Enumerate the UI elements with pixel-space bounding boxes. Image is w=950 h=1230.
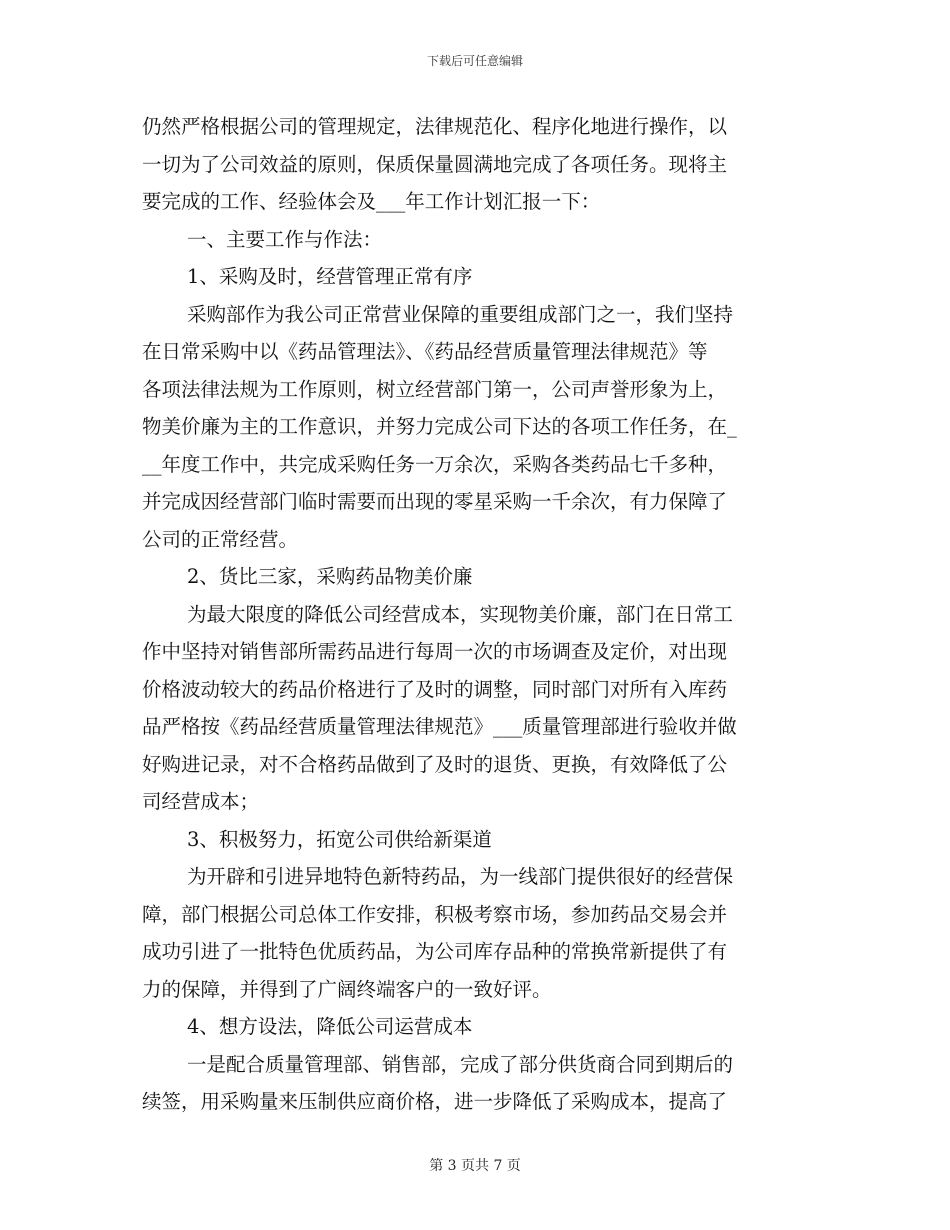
text-line: 仍然严格根据公司的管理规定，法律规范化、程序化地进行操作，以: [142, 115, 728, 138]
text-line: 并完成因经营部门临时需要而出现的零星采购一千余次，有力保障了: [142, 490, 728, 513]
subsection-heading: 3、积极努力，拓宽公司供给新渠道: [187, 827, 492, 851]
text-line: 障，部门根据公司总体工作安排，积极考察市场，参加药品交易会并: [142, 902, 728, 926]
text-line: 司经营成本；: [142, 790, 260, 813]
text-line: 力的保障，并得到了广阔终端客户的一致好评。: [142, 977, 552, 1001]
text-line: 公司的正常经营。: [142, 527, 299, 551]
text-line: 为开辟和引进异地特色新特药品，为一线部门提供很好的经营保: [187, 865, 734, 888]
text-line: 各项法律法规为工作原则，树立经营部门第一，公司声誉形象为上，: [142, 377, 728, 401]
subsection-heading: 2、货比三家，采购药品物美价廉: [187, 565, 473, 588]
page-footer: 第 3 页共 7 页: [429, 1158, 521, 1174]
text-line: 一切为了公司效益的原则，保质保量圆满地完成了各项任务。现将主: [142, 152, 728, 176]
subsection-heading: 4、想方设法，降低公司运营成本: [187, 1015, 473, 1038]
text-line: 好购进记录，对不合格药品做到了及时的退货、更换，有效降低了公: [142, 752, 728, 776]
section-heading: 一、主要工作与作法：: [187, 227, 383, 251]
text-line: 作中坚持对销售部所需药品进行每周一次的市场调查及定价，对出现: [142, 640, 728, 663]
document-body: [142, 108, 810, 1121]
subsection-heading: 1、采购及时，经营管理正常有序: [187, 265, 473, 288]
text-line: 续签，用采购量来压制供应商价格，进一步降低了采购成本，提高了: [142, 1090, 728, 1113]
page-header: 下载后可任意编辑: [426, 54, 523, 68]
text-line: 品严格按《药品经营质量管理法律规范》___质量管理部进行验收并做: [142, 715, 737, 738]
text-line: 一是配合质量管理部、销售部，完成了部分供货商合同到期后的: [187, 1052, 734, 1076]
text-line: 物美价廉为主的工作意识，并努力完成公司下达的各项工作任务，在_: [142, 415, 737, 438]
text-line: 在日常采购中以《药品管理法》、《药品经营质量管理法律规范》等: [142, 340, 708, 363]
text-line: 为最大限度的降低公司经营成本，实现物美价廉，部门在日常工: [187, 602, 734, 626]
text-line: 价格波动较大的药品价格进行了及时的调整，同时部门对所有入库药: [142, 677, 728, 701]
text-line: __年度工作中，共完成采购任务一万余次，采购各类药品七千多种，: [142, 452, 728, 476]
text-line: 采购部作为我公司正常营业保障的重要组成部门之一，我们坚持: [187, 302, 734, 326]
text-line: 成功引进了一批特色优质药品，为公司库存品种的常换常新提供了有: [142, 940, 728, 963]
text-line: 要完成的工作、经验体会及___年工作计划汇报一下：: [142, 190, 601, 213]
